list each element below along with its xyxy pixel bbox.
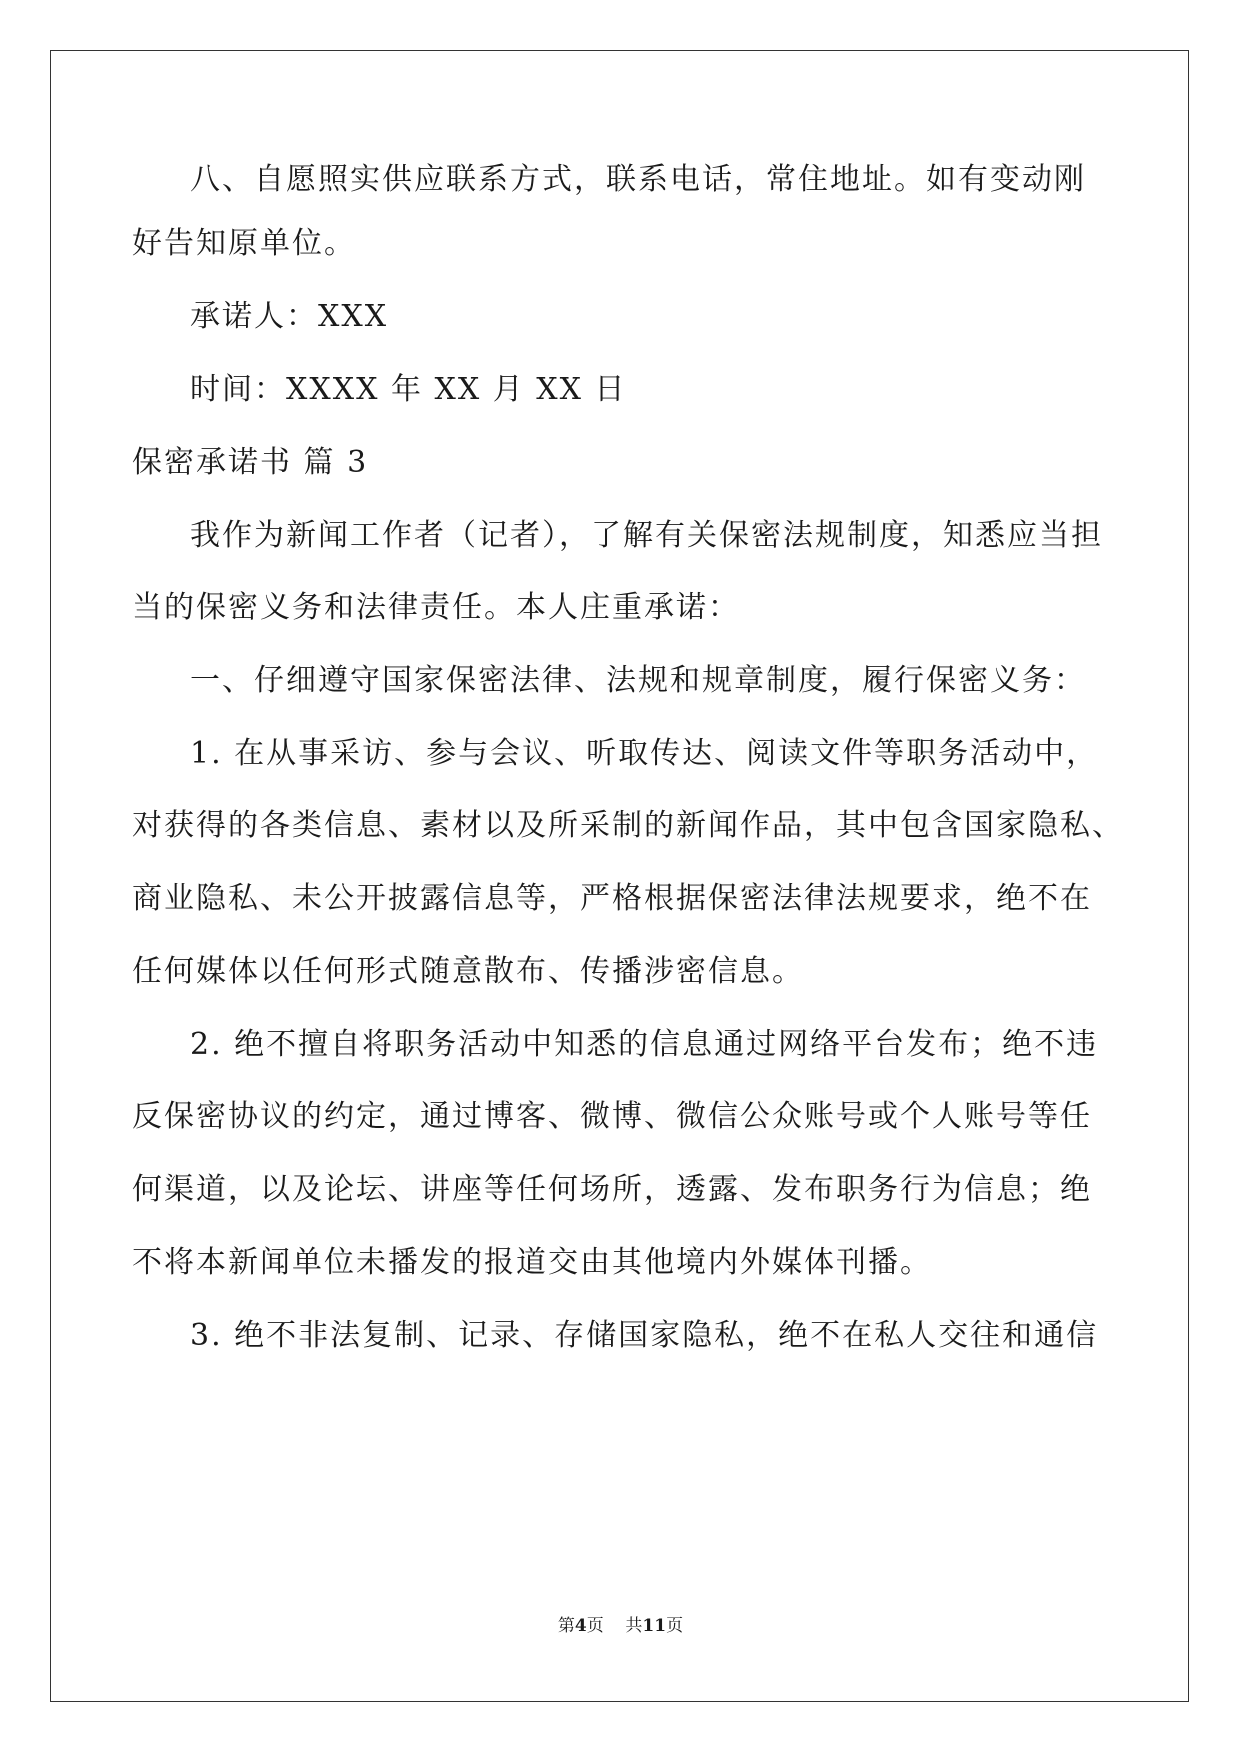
paragraph-line: 2. 绝不擅自将职务活动中知悉的信息通过网络平台发布；绝不违 (190, 1027, 1099, 1062)
footer-prefix: 第 (557, 1616, 575, 1636)
paragraph-line: 1. 在从事采访、参与会议、听取传达、阅读文件等职务活动中， (190, 736, 1099, 771)
paragraph-line: 时间：XXXX 年 XX 月 XX 日 (190, 372, 627, 407)
paragraph-line: 好告知原单位。 (132, 226, 356, 261)
paragraph-line: 一、仔细遵守国家保密法律、法规和规章制度，履行保密义务： (190, 663, 1086, 698)
paragraph-line: 我作为新闻工作者（记者），了解有关保密法规制度，知悉应当担 (190, 518, 1103, 553)
current-page-number: 4 (574, 1616, 587, 1636)
paragraph-line: 八、自愿照实供应联系方式，联系电话，常住地址。如有变动刚 (190, 162, 1086, 197)
total-pages-number: 11 (642, 1616, 667, 1636)
paragraph-line: 当的保密义务和法律责任。本人庄重承诺： (132, 590, 740, 625)
paragraph-line: 商业隐私、未公开披露信息等，严格根据保密法律法规要求，绝不在 (132, 881, 1092, 916)
section-heading: 保密承诺书 篇 3 (132, 445, 369, 480)
paragraph-line: 不将本新闻单位未播发的报道交由其他境内外媒体刊播。 (132, 1245, 932, 1280)
footer-middle: 页 共 (586, 1616, 643, 1636)
paragraph-line: 3. 绝不非法复制、记录、存储国家隐私，绝不在私人交往和通信 (190, 1318, 1099, 1353)
paragraph-line: 对获得的各类信息、素材以及所采制的新闻作品，其中包含国家隐私、 (132, 808, 1124, 843)
page-footer (0, 1611, 1241, 1636)
paragraph-line: 任何媒体以任何形式随意散布、传播涉密信息。 (132, 954, 804, 989)
footer-suffix: 页 (666, 1616, 684, 1636)
paragraph-line: 反保密协议的约定，通过博客、微博、微信公众账号或个人账号等任 (132, 1099, 1092, 1134)
paragraph-line: 何渠道，以及论坛、讲座等任何场所，透露、发布职务行为信息；绝 (132, 1172, 1092, 1207)
paragraph-line: 承诺人：XXX (190, 299, 389, 334)
